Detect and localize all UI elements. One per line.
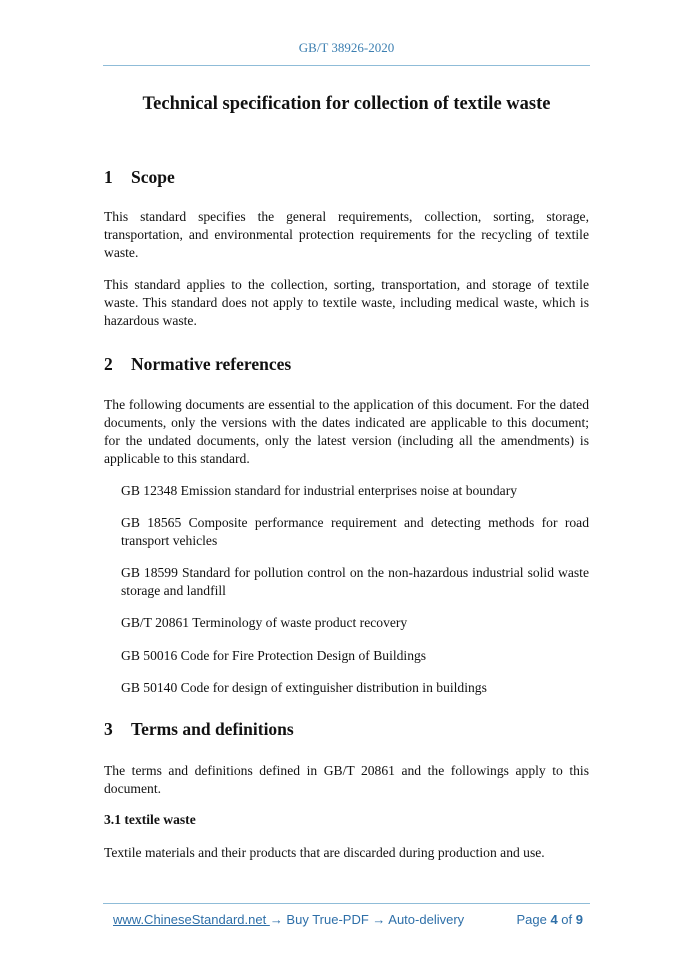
reference-item: GB 18599 Standard for pollution control on the non-hazardous industrial solid waste storage and landfill <box>121 565 589 598</box>
header-divider <box>103 65 590 66</box>
reference-item: GB 18565 Composite performance requirement and detecting methods for road transport vehicles <box>121 515 589 548</box>
paragraph: The terms and definitions defined in GB/T 20861 and the followings apply to this document. <box>104 763 589 796</box>
paragraph: This standard applies to the collection, sorting, transportation, and storage of textile waste. This standard does not apply to textile waste, including medical waste, which is hazardous waste. <box>104 277 589 328</box>
section-number: 3 <box>104 719 113 739</box>
section-number: 1 <box>104 167 113 187</box>
document-title: Technical specification for collection of textile waste <box>142 94 551 114</box>
header-doc-id: GB/T 38926-2020 <box>298 40 395 55</box>
page-label: Page <box>516 912 547 927</box>
section-title: Terms and definitions <box>131 719 294 739</box>
section-heading-normative-references <box>104 354 291 375</box>
paragraph: This standard specifies the general requirements, collection, sorting, storage, transportation, and environmental protection requirements for the recycling of textile waste. <box>104 209 589 260</box>
reference-item: GB 12348 Emission standard for industrial enterprises noise at boundary <box>121 483 518 498</box>
section-heading-scope <box>104 167 175 188</box>
footer-divider <box>103 903 590 904</box>
page-total: 9 <box>575 912 583 927</box>
reference-item: GB 50016 Code for Fire Protection Design of Buildings <box>121 648 427 663</box>
page-indicator <box>516 912 583 927</box>
paragraph: Textile materials and their products that are discarded during production and use. <box>104 845 545 860</box>
paragraph: The following documents are essential to the application of this document. For the dated documents, only the versions with the dates indicated are applicable to this document; for the undated documents, only the latest version (including all the amendments) is applicable to this standard. <box>104 397 589 466</box>
of-label: of <box>561 912 573 927</box>
page-number: 4 <box>550 912 558 927</box>
website-link[interactable]: www.ChineseStandard.net <box>113 912 270 927</box>
section-heading-terms-and-definitions <box>104 719 294 740</box>
reference-item: GB 50140 Code for design of extinguisher distribution in buildings <box>121 680 487 695</box>
footer <box>113 912 583 927</box>
subsection-heading: 3.1 textile waste <box>104 812 196 827</box>
section-title: Scope <box>131 167 175 187</box>
footer-tagline: → Buy True-PDF → Auto-delivery <box>269 912 465 927</box>
reference-item: GB/T 20861 Terminology of waste product recovery <box>121 615 408 630</box>
section-number: 2 <box>104 354 113 374</box>
section-title: Normative references <box>131 354 292 374</box>
